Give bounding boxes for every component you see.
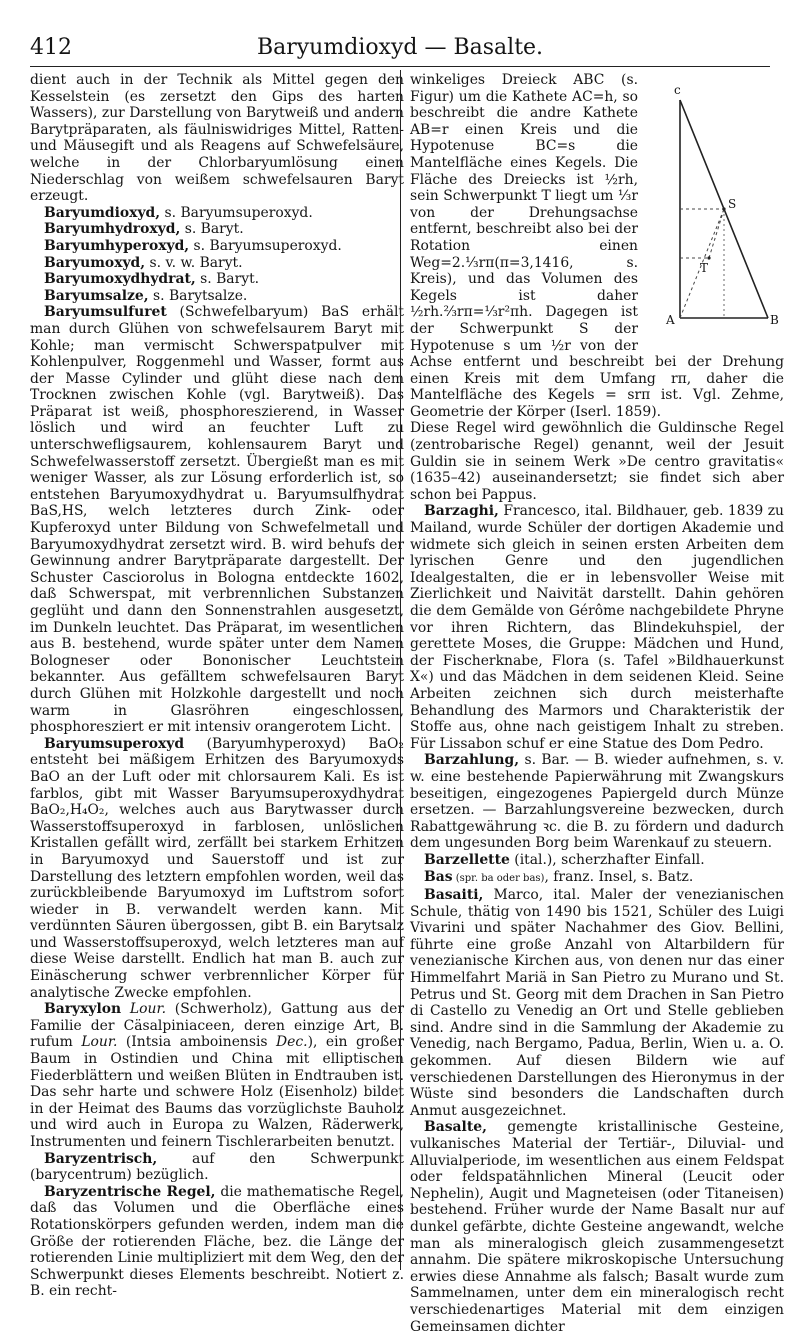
- entry-barzaghi: Barzaghi, Francesco, ital. Bildhauer, geb. 1839 zu Mailand, wurde Schüler der dortigen Akademie und widmete sich gleich in seinen ersten Arbeiten dem lyrischen Genre und den jugendlichen Idealgestalten, die er in lebensvoller Weise mit Zierlichkeit und Naivität darstellt. Dahin gehören die dem Gemälde von Gérôme nachgebildete Phryne vor ihren Richtern, das Blindekuhspiel, der gerettete Moses, die Gruppe: Mädchen und Hund, der Fischerknabe, Flora (s. Tafel »Bildhauerkunst X«) und das Mädchen in dem seidenen Kleid. Seine Arbeiten zeichnen sich durch meisterhafte Behandlung des Marmors und Charakteristik der Stoffe aus, ohne nach geistigem Inhalt zu streben. Für Lissabon schuf er eine Statue des Dom Pedro.: [410, 503, 784, 752]
- continued-paragraph: dient auch in der Technik als Mittel gegen den Kesselstein (es zersetzt den Gips des harten Wassers), zur Darstellung von Barytweiß und andern Barytpräparaten, als fäulniswidriges Mittel, Ratten- und Mäusegift und als Reagens auf Schwefelsäure, welche in der Chlorbaryumlösung einen Niederschlag von weißem schwefelsauren Baryt erzeugt.: [30, 72, 404, 205]
- entry-baryumhydroxyd: Baryumhydroxyd, s. Baryt.: [44, 221, 244, 238]
- headword: Baryumhydroxyd,: [44, 221, 181, 238]
- entry-baryzentrische-regel: Baryzentrische Regel, die mathematische Regel, daß das Volumen und die Oberfläche eines Rotationskörpers gefunden werden, indem man die Größe der rotierenden Fläche, bez. die Länge der rotierenden Linie multipliziert mit dem Weg, den der Schwerpunkt dieses Elements beschreibt. Notiert z. B. ein recht-: [30, 1183, 404, 1300]
- entry-baryzentrisch: Baryzentrisch, auf den Schwerpunkt (barycentrum) bezüglich.: [30, 1150, 404, 1184]
- headword: Baryumsuperoxyd: [44, 735, 185, 752]
- left-column: [30, 72, 404, 1300]
- continued-paragraph: c S T A B winkeliges Dreieck ABC (s. Figur) um die Kathete AC=h, so beschreibt die andre Kathete AB=r einen Kreis und die Hypotenuse BC=s die Mantelfläche eines Kegels. Die Fläche des Dreiecks ist ½rh, sein Schwerpunkt T liegt um ⅓r von der Drehungsachse entfernt, beschreibt also bei der Rotation einen Weg=2.⅓rπ(π=3,1416, s. Kreis), und das Volumen des Kegels ist daher ½rh.⅔rπ=⅓r²πh. Dagegen ist der Schwerpunkt S der Hypotenuse s um ½r von der Achse entfernt und beschreibt bei der Drehung einen Kreis mit dem Umfang rπ, daher die Mantelfläche des Kegels = srπ ist. Vgl. Zehme, Geometrie der Körper (Iserl. 1859).: [410, 72, 784, 420]
- entry-basaiti: Basaiti, Marco, ital. Maler der venezianischen Schule, thätig von 1490 bis 1521, Schüler des Luigi Vivarini und später Nachahmer des Giov. Bellini, führte eine große Anzahl von Altarbildern für venezianische Kirchen aus, von denen nur das einer Himmelfahrt Mariä in San Pietro zu Murano und St. Petrus und St. Georg mit dem Drachen in San Pietro di Castello zu Venedig an Ort und Stelle geblieben sind. Andre sind in die Sammlung der Akademie zu Venedig, nach Bergamo, Padua, Berlin, Wien u. a. O. gekommen. Auf diesen Bildern wie auf verschiedenen Darstellungen des Hieronymus in der Wüste sind besonders die Landschaften durch Anmut ausgezeichnet.: [410, 887, 784, 1119]
- entry-baryumsalze: Baryumsalze, s. Barytsalze.: [44, 287, 248, 304]
- headword: Baryzentrische Regel,: [44, 1183, 216, 1200]
- headword: Basalte,: [424, 1119, 487, 1136]
- headword: Barzaghi,: [424, 503, 499, 520]
- headword: Baryumsalze,: [44, 287, 149, 304]
- figure-label-t: T: [700, 261, 709, 275]
- entry-baryxylon: Baryxylon Lour. (Schwerholz), Gattung aus der Familie der Cäsalpiniaceen, deren einzige Art, B. rufum Lour. (Intsia amboinensis Dec.), ein großer Baum in Ostindien und China mit elliptischen Fiederblättern und weißen Blüten in Endtrauben ist. Das sehr harte und schwere Holz (Eisenholz) bildet in der Heimat des Baums das vorzüglichste Bauholz und wird auch in Europa zu Walzen, Räderwerk, Instrumenten und feinern Tischlerarbeiten benutzt.: [30, 1001, 405, 1150]
- headword: Baryumoxydhydrat,: [44, 271, 196, 288]
- running-head: Baryumdioxyd — Basalte.: [256, 35, 544, 60]
- entry-baryumoxydhydrat: Baryumoxydhydrat, s. Baryt.: [44, 271, 260, 288]
- entry-barzahlung: Barzahlung, s. Bar. — B. wieder aufnehmen, s. v. w. eine bestehende Papierwährung mit Zwangskurs beseitigen, eingezogenes Papiergeld durch Münze ersetzen. — Barzahlungsvereine bezwecken, durch Rabattgewährung ꝛc. die B. zu fördern und dadurch dem ungesunden Borg beim Warenkauf zu steuern.: [410, 752, 784, 852]
- guldin-paragraph: Diese Regel wird gewöhnlich die Guldinsche Regel (zentrobarische Regel) genannt, weil der Jesuit Guldin sie in seinem Werk »De centro gravitatis« (1635–42) auseinandersetzt; sie findet sich aber schon bei Pappus.: [410, 420, 784, 503]
- headword: Basaiti,: [424, 887, 484, 904]
- column-divider: [400, 70, 401, 1270]
- figure-label-b: B: [770, 313, 779, 327]
- right-column: [410, 72, 784, 1335]
- entry-baryumdioxyd: Baryumdioxyd, s. Baryumsuperoxyd.: [44, 204, 313, 221]
- figure-label-a: A: [666, 313, 675, 327]
- headword: Baryumhyperoxyd,: [44, 237, 190, 254]
- cone-rotation-figure: [644, 74, 784, 338]
- triangle-diagram: [644, 74, 784, 338]
- entry-basalte: Basalte, gemengte kristallinische Gesteine, vulkanisches Material der Tertiär-, Diluvial- und Alluvialperiode, im wesentlichen aus einem Feldspat oder feldspatähnlichen Mineral (Leucit oder Nephelin), Augit und Magneteisen (oder Titaneisen) bestehend. Früher wurde der Name Basalt nur auf dunkel gefärbte, dichte Gesteine angewandt, welche man als mineralogisch gleich zusammengesetzt annahm. Die spätere mikroskopische Untersuchung erwies diese Annahme als falsch; Basalt wurde zum Sammelnamen, unter dem ein mineralogisch recht verschiedenartiges Material mit dem einzigen Gemeinsamen dichter: [410, 1119, 784, 1335]
- headword: Baryzentrisch,: [44, 1150, 158, 1167]
- headword: Barzahlung,: [424, 752, 520, 769]
- page-number: 412: [30, 35, 72, 60]
- headword: Barzellette: [424, 851, 510, 868]
- entry-barzellette: Barzellette (ital.), scherzhafter Einfall.: [424, 851, 705, 868]
- page-header: [30, 34, 770, 64]
- entry-baryumsuperoxyd: Baryumsuperoxyd (Baryumhyperoxyd) BaO₂ entsteht bei mäßigem Erhitzen des Baryumoxyds BaO an der Luft oder mit chlorsaurem Kali. Es ist farblos, gibt mit Wasser Baryumsuperoxydhydrat BaO₂,H₄O₂, welches auch aus Barytwasser durch Wasserstoffsuperoxyd in farblosen, unlöslichen Kristallen gefällt wird, zerfällt bei starkem Erhitzen in Baryumoxyd und Sauerstoff und ist zur Darstellung des letztern empfohlen worden, weil das zurückbleibende Baryumoxyd im Luftstrom sofort wieder in B. verwandelt werden kann. Mit verdünnten Säuren übergossen, gibt B. ein Barytsalz und Wasserstoffsuperoxyd, welch letzteres man auf diese Weise darstellt. Endlich hat man B. auch zur Einäscherung schwer verbrennlicher Körper für analytische Zwecke empfohlen.: [30, 735, 404, 1001]
- header-rule: [30, 66, 770, 67]
- headword: Baryumdioxyd,: [44, 204, 161, 221]
- headword: Baryumoxyd,: [44, 254, 146, 271]
- entry-baryumhyperoxyd: Baryumhyperoxyd, s. Baryumsuperoxyd.: [44, 237, 342, 254]
- headword: Baryumsulfuret: [44, 304, 167, 321]
- entry-baryumoxyd: Baryumoxyd, s. v. w. Baryt.: [44, 254, 243, 271]
- figure-label-c: c: [674, 83, 681, 97]
- entry-bas: Bas (spr. ba oder bas), franz. Insel, s. Batz.: [424, 868, 694, 885]
- figure-label-s: S: [728, 197, 737, 211]
- entry-baryumsulfuret: Baryumsulfuret (Schwefelbaryum) BaS erhält man durch Glühen von schwefelsaurem Baryt mit Kohle; man vermischt Schwerspatpulver mit Kohlenpulver, Roggenmehl und Wasser, formt aus der Masse Cylinder und glüht diese nach dem Trocknen zwischen Kohle (vgl. Barytweiß). Das Präparat ist weiß, phosphoreszierend, in Wasser löslich und wird an feuchter Luft zu unterschwefligsaurem, kohlensaurem Baryt und Schwefelwasserstoff zersetzt. Übergießt man es mit weniger Wasser, als zur Lösung erforderlich ist, so entstehen Baryumoxydhydrat u. Baryumsulfhydrat BaS,HS, welch letzteres durch Zink- oder Kupferoxyd unter Bildung von Schwefelmetall und Baryumoxydhydrat zersetzt wird. B. wird behufs der Gewinnung andrer Barytpräparate dargestellt. Der Schuster Casciorolus in Bologna entdeckte 1602, daß Schwerspat, mit verbrennlichen Substanzen geglüht und dann den Sonnenstrahlen ausgesetzt, im Dunkeln leuchtet. Das Präparat, im wesentlichen aus B. bestehend, wurde später unter dem Namen Bologneser oder Bononischer Leuchtstein bekannter. Aus gefälltem schwefelsauren Baryt durch Glühen mit Holzkohle dargestellt und noch warm in Glasröhren eingeschlossen, phosphoresziert er mit intensiv orangerotem Licht.: [30, 304, 404, 736]
- headword: Bas: [424, 868, 453, 885]
- headword: Baryxylon: [44, 1001, 122, 1018]
